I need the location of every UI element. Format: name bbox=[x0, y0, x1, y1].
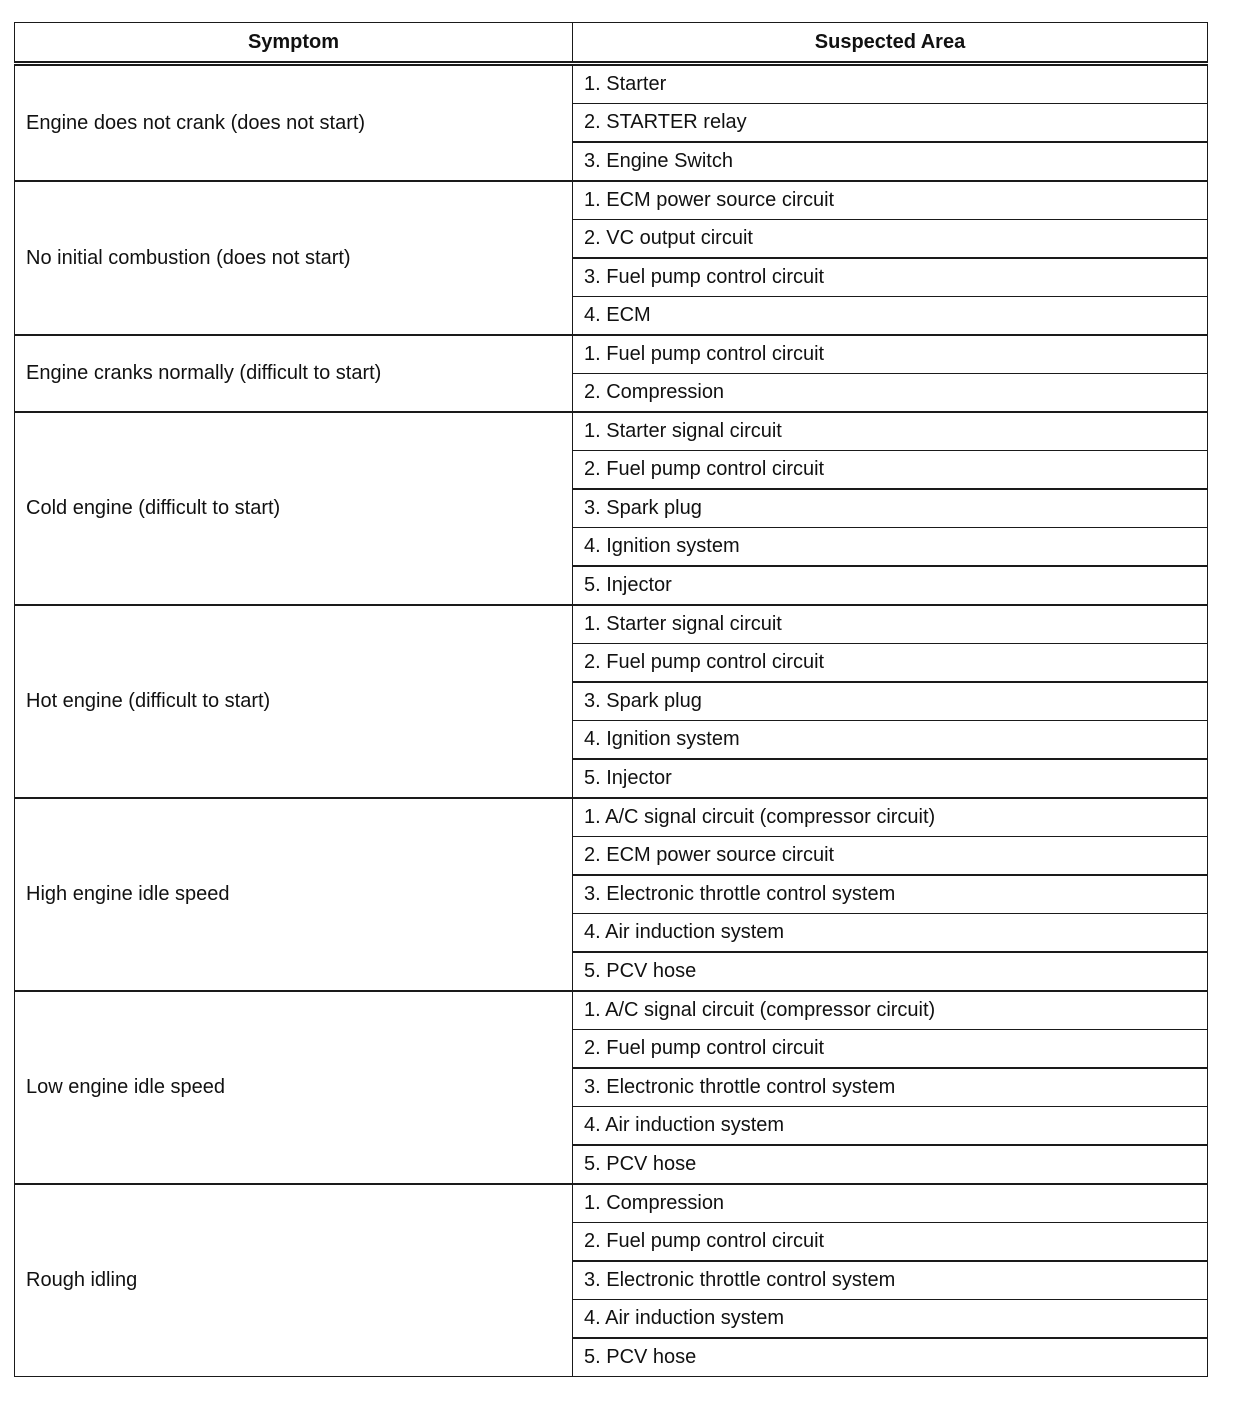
table-row bbox=[15, 798, 1208, 837]
symptom-group bbox=[15, 181, 1208, 335]
symptom-cell: High engine idle speed bbox=[15, 798, 573, 991]
symptom-table bbox=[14, 22, 1208, 1377]
suspected-area-cell: 1. A/C signal circuit (compressor circuit) bbox=[573, 798, 1208, 837]
symptom-group bbox=[15, 64, 1208, 182]
suspected-area-cell: 4. Ignition system bbox=[573, 528, 1208, 567]
suspected-area-cell: 1. ECM power source circuit bbox=[573, 181, 1208, 220]
suspected-area-cell: 4. Ignition system bbox=[573, 721, 1208, 760]
symptom-cell: Hot engine (difficult to start) bbox=[15, 605, 573, 798]
suspected-area-cell: 3. Engine Switch bbox=[573, 142, 1208, 181]
table-row bbox=[15, 605, 1208, 644]
suspected-area-cell: 4. Air induction system bbox=[573, 1107, 1208, 1146]
symptom-group bbox=[15, 991, 1208, 1184]
table-row bbox=[15, 181, 1208, 220]
suspected-area-cell: 4. Air induction system bbox=[573, 914, 1208, 953]
suspected-area-cell: 5. PCV hose bbox=[573, 1338, 1208, 1377]
symptom-group bbox=[15, 335, 1208, 412]
suspected-area-cell: 5. PCV hose bbox=[573, 952, 1208, 991]
suspected-area-cell: 3. Electronic throttle control system bbox=[573, 1261, 1208, 1300]
suspected-area-cell: 5. PCV hose bbox=[573, 1145, 1208, 1184]
suspected-area-cell: 3. Electronic throttle control system bbox=[573, 1068, 1208, 1107]
suspected-area-cell: 1. Fuel pump control circuit bbox=[573, 335, 1208, 374]
symptom-cell: Cold engine (difficult to start) bbox=[15, 412, 573, 605]
symptom-group bbox=[15, 1184, 1208, 1377]
suspected-area-cell: 3. Spark plug bbox=[573, 489, 1208, 528]
table-row bbox=[15, 991, 1208, 1030]
suspected-area-cell: 2. Fuel pump control circuit bbox=[573, 644, 1208, 683]
suspected-area-cell: 3. Electronic throttle control system bbox=[573, 875, 1208, 914]
header-symptom: Symptom bbox=[15, 23, 573, 64]
symptom-cell: Low engine idle speed bbox=[15, 991, 573, 1184]
suspected-area-cell: 5. Injector bbox=[573, 759, 1208, 798]
symptom-group bbox=[15, 605, 1208, 798]
suspected-area-cell: 1. Starter signal circuit bbox=[573, 605, 1208, 644]
suspected-area-cell: 1. Compression bbox=[573, 1184, 1208, 1223]
header-row bbox=[15, 23, 1208, 64]
symptom-cell: Rough idling bbox=[15, 1184, 573, 1377]
symptom-group bbox=[15, 798, 1208, 991]
suspected-area-cell: 2. ECM power source circuit bbox=[573, 837, 1208, 876]
symptom-cell: No initial combustion (does not start) bbox=[15, 181, 573, 335]
suspected-area-cell: 1. Starter signal circuit bbox=[573, 412, 1208, 451]
symptom-group bbox=[15, 412, 1208, 605]
suspected-area-cell: 2. Fuel pump control circuit bbox=[573, 1223, 1208, 1262]
suspected-area-cell: 2. VC output circuit bbox=[573, 220, 1208, 259]
suspected-area-cell: 1. A/C signal circuit (compressor circuit) bbox=[573, 991, 1208, 1030]
suspected-area-cell: 3. Fuel pump control circuit bbox=[573, 258, 1208, 297]
symptom-cell: Engine cranks normally (difficult to start) bbox=[15, 335, 573, 412]
header-suspected-area: Suspected Area bbox=[573, 23, 1208, 64]
suspected-area-cell: 3. Spark plug bbox=[573, 682, 1208, 721]
suspected-area-cell: 2. STARTER relay bbox=[573, 104, 1208, 143]
suspected-area-cell: 4. ECM bbox=[573, 297, 1208, 336]
table-row bbox=[15, 64, 1208, 104]
table-header bbox=[15, 23, 1208, 64]
table-row bbox=[15, 1184, 1208, 1223]
table-row bbox=[15, 412, 1208, 451]
suspected-area-cell: 2. Fuel pump control circuit bbox=[573, 1030, 1208, 1069]
symptom-cell: Engine does not crank (does not start) bbox=[15, 64, 573, 182]
table-row bbox=[15, 335, 1208, 374]
suspected-area-cell: 2. Fuel pump control circuit bbox=[573, 451, 1208, 490]
suspected-area-cell: 4. Air induction system bbox=[573, 1300, 1208, 1339]
suspected-area-cell: 2. Compression bbox=[573, 374, 1208, 413]
suspected-area-cell: 1. Starter bbox=[573, 64, 1208, 104]
suspected-area-cell: 5. Injector bbox=[573, 566, 1208, 605]
